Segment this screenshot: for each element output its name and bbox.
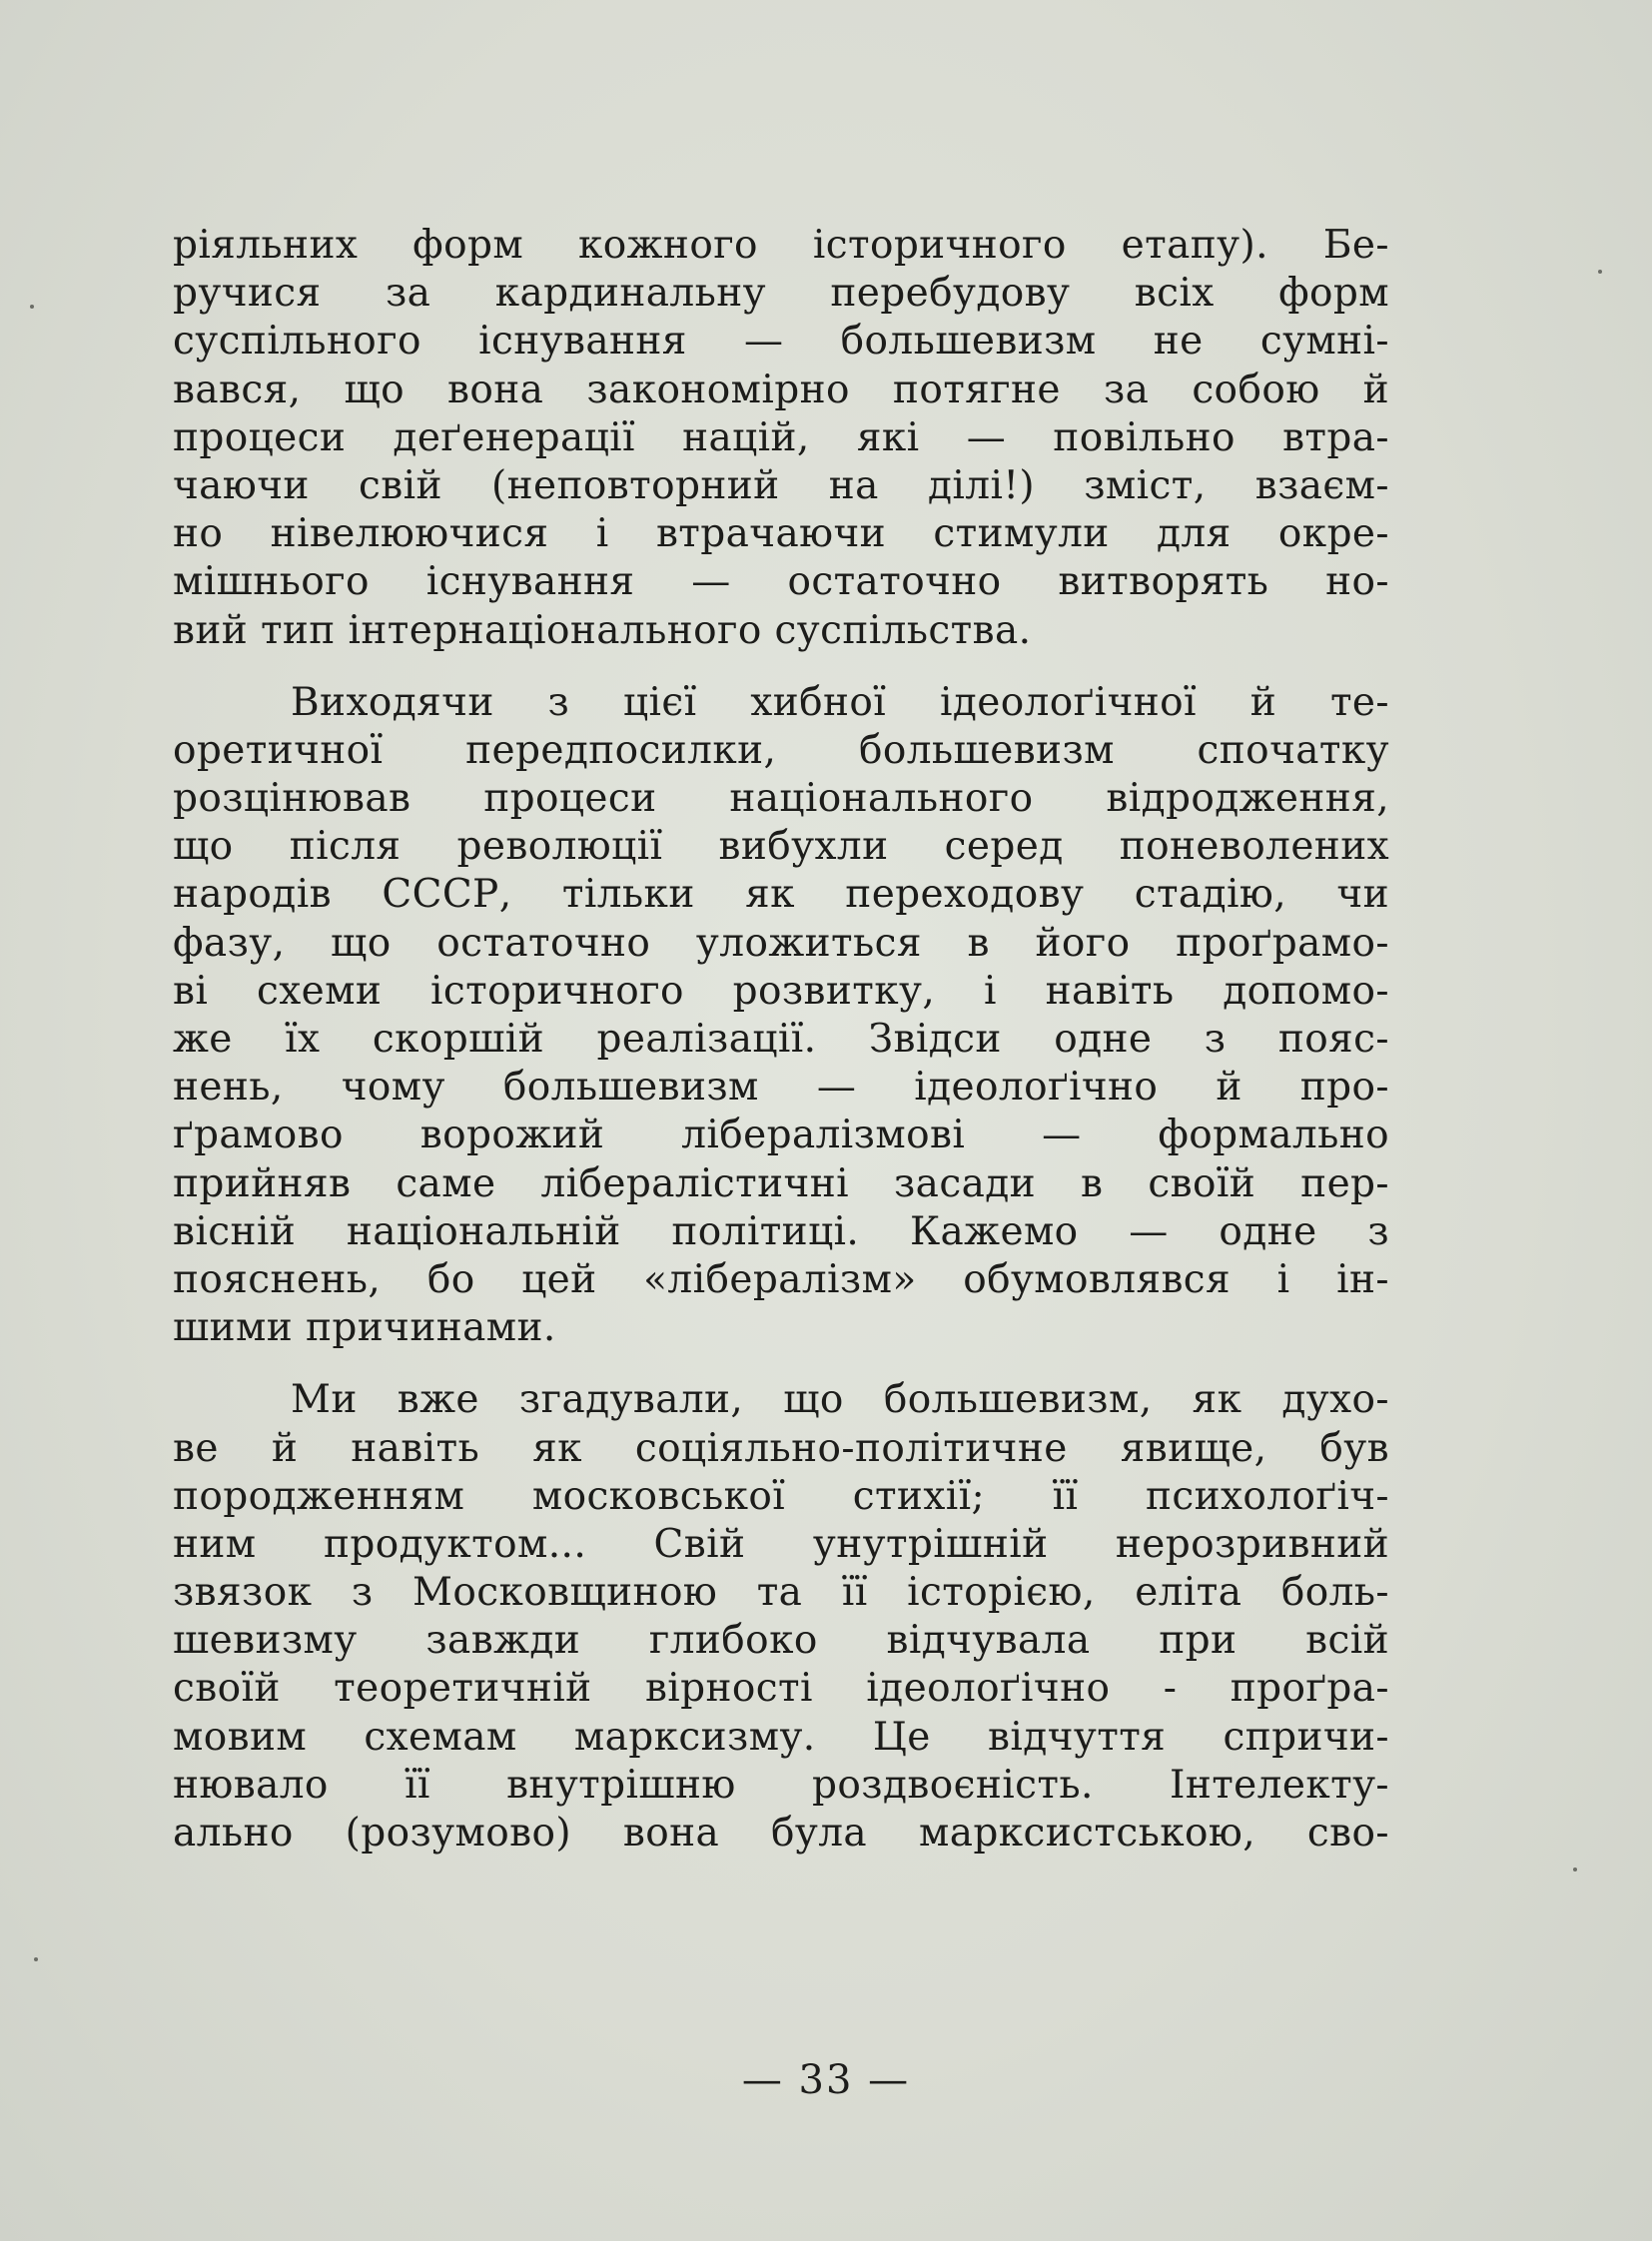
text-line: шевизму завжди глибоко відчувала при всій	[173, 1618, 1389, 1664]
text-line: но нівелюючися і втрачаючи стимули для окре-	[173, 511, 1389, 557]
text-line: нень, чому большевизм — ідеолоґічно й про-	[173, 1065, 1389, 1111]
body-text	[173, 222, 1389, 1858]
text-line: породженням московської стихії; її психолоґіч-	[173, 1473, 1389, 1519]
text-line: ві схеми історичного розвитку, і навіть допомо-	[173, 968, 1389, 1014]
text-line: Виходячи з цієї хибної ідеолоґічної й те-	[291, 679, 1389, 725]
text-line: ве й навіть як соціяльно-політичне явище, був	[173, 1425, 1389, 1471]
text-line: процеси деґенерації націй, які — повільно втра-	[173, 414, 1389, 460]
text-line: чаючи свій (неповторний на ділі!) зміст, взаєм-	[173, 462, 1389, 508]
paper-speck	[1598, 270, 1602, 274]
paper-speck	[1573, 1868, 1577, 1871]
text-line: звязок з Московщиною та її історією, еліта боль-	[173, 1570, 1389, 1616]
text-line: що після революції вибухли серед поневолених	[173, 824, 1389, 870]
text-line: народів СССР, тільки як переходову стадію, чи	[173, 872, 1389, 918]
paragraph-gap	[173, 655, 1389, 679]
text-line: вався, що вона закономірно потягне за собою й	[173, 367, 1389, 412]
text-line: пояснень, бо цей «лібералізм» обумовлявся і ін-	[173, 1256, 1389, 1302]
text-line: своїй теоретичній вірності ідеолоґічно - проґра-	[173, 1666, 1389, 1712]
text-line: оретичної передпосилки, большевизм спочатку	[173, 727, 1389, 773]
text-line: мовим схемам марксизму. Це відчуття спричи-	[173, 1714, 1389, 1760]
paragraph-gap	[173, 1352, 1389, 1376]
paragraph-1	[173, 222, 1389, 655]
paragraph-3	[173, 1376, 1389, 1858]
text-line: ально (розумово) вона була марксистською, сво-	[173, 1811, 1389, 1856]
text-line: прийняв саме лібералістичні засади в своїй пер-	[173, 1160, 1389, 1206]
text-line: ріяльних форм кожного історичного етапу). Бе-	[173, 223, 1389, 268]
text-line: ним продуктом... Свій унутрішній нерозривний	[173, 1521, 1389, 1567]
text-line: нювало її внутрішню роздвоєність. Інтелекту-	[173, 1762, 1389, 1808]
text-line: вий тип інтернаціонального суспільства.	[173, 607, 1032, 653]
text-line: шими причинами.	[173, 1305, 556, 1351]
text-line: ґрамово ворожий лібералізмові — формально	[173, 1113, 1389, 1158]
text-line: мішнього існування — остаточно витворять но-	[173, 559, 1389, 605]
text-line: фазу, що остаточно уложиться в його проґрамо-	[173, 920, 1389, 966]
text-line: суспільного існування — большевизм не сумні-	[173, 319, 1389, 365]
text-line: вісній національній політиці. Кажемо — одне з	[173, 1208, 1389, 1254]
text-line: Ми вже згадували, що большевизм, як духо-	[291, 1377, 1389, 1423]
paper-speck	[34, 1957, 38, 1961]
paper-speck	[30, 305, 34, 309]
page-number: — 33 —	[741, 2057, 911, 2103]
text-line: розцінював процеси національного відродження,	[173, 776, 1389, 822]
paragraph-2	[173, 679, 1389, 1353]
text-line: ручися за кардинальну перебудову всіх форм	[173, 271, 1389, 317]
text-line: же їх скоршій реалізації. Звідси одне з пояс-	[173, 1017, 1389, 1062]
